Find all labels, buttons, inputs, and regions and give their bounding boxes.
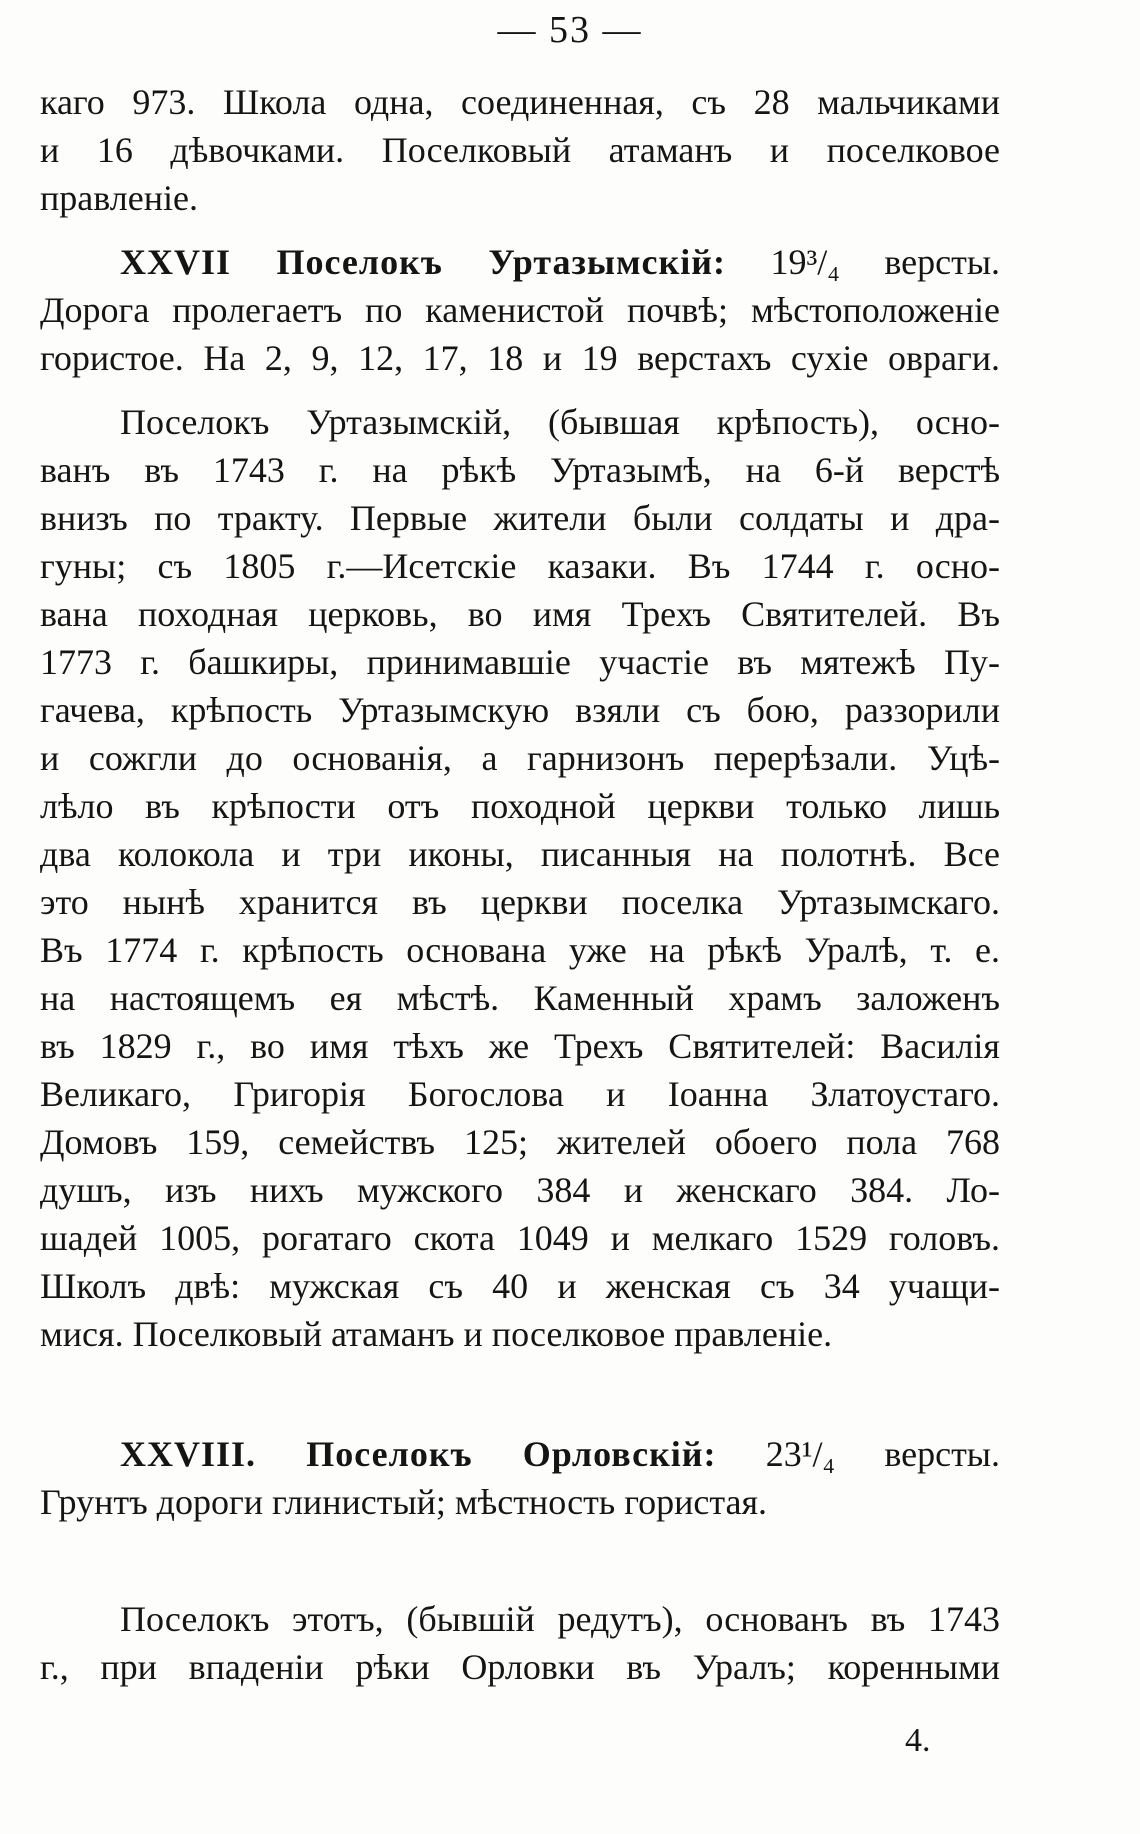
section-heading-line bbox=[40, 238, 1000, 286]
paragraph-urtazymsky-history bbox=[40, 398, 1000, 1358]
text-line: на настоящемъ ея мѣстѣ. Каменный храмъ заложенъ bbox=[40, 978, 1000, 1018]
text-line: Поселокъ этотъ, (бывшій редутъ), основанъ въ 1743 bbox=[120, 1599, 1000, 1639]
text-line: лѣло въ крѣпости отъ походной церкви только лишь bbox=[40, 786, 1000, 826]
text-line: Въ 1774 г. крѣпость основана уже на рѣкѣ Уралѣ, т. е. bbox=[40, 930, 1000, 970]
text-line: гачева, крѣпость Уртазымскую взяли съ бою, раззорили bbox=[40, 690, 1000, 730]
text-line: Дорога пролегаетъ по каменистой почвѣ; мѣстоположеніе bbox=[40, 290, 1000, 330]
text-line: душъ, изъ нихъ мужского 384 и женскаго 384. Ло- bbox=[40, 1170, 1000, 1210]
text-line: Поселокъ Уртазымскій, (бывшая крѣпость), осно- bbox=[120, 402, 1000, 442]
text-line: и сожгли до основанія, а гарнизонъ перерѣзали. Уцѣ- bbox=[40, 738, 1000, 778]
text-line: правленіе. bbox=[40, 178, 198, 218]
text-line: гористое. На 2, 9, 12, 17, 18 и 19 верстахъ сухіе овраги. bbox=[40, 338, 1000, 378]
text-line: шадей 1005, рогатаго скота 1049 и мелкаго 1529 головъ. bbox=[40, 1218, 1000, 1258]
section-heading-line bbox=[40, 1430, 1000, 1478]
paragraph-school-info bbox=[40, 78, 1000, 222]
text-line: въ 1829 г., во имя тѣхъ же Трехъ Святителей: Василія bbox=[40, 1026, 1000, 1066]
section-heading: XXVIII. Поселокъ Орловскій: bbox=[120, 1434, 717, 1474]
text-line: ванъ въ 1743 г. на рѣкѣ Уртазымѣ, на 6-й верстѣ bbox=[40, 450, 1000, 490]
text-line: Домовъ 159, семействъ 125; жителей обоего пола 768 bbox=[40, 1122, 1000, 1162]
text-line: мися. Поселковый атаманъ и поселковое правленіе. bbox=[40, 1314, 833, 1354]
text-line: гуны; съ 1805 г.—Исетскіе казаки. Въ 1744 г. осно- bbox=[40, 546, 1000, 586]
text-line: и 16 дѣвочками. Поселковый атаманъ и поселковое bbox=[40, 130, 1000, 170]
text-line: два колокола и три иконы, писанныя на полотнѣ. Все bbox=[40, 834, 1000, 874]
text-line: Школъ двѣ: мужская съ 40 и женская съ 34 учащи- bbox=[40, 1266, 1000, 1306]
signature-mark: 4. bbox=[905, 1722, 931, 1759]
text-line: 1773 г. башкиры, принимавшіе участіе въ мятежѣ Пу- bbox=[40, 642, 1000, 682]
section-distance: 19³/₄ версты. bbox=[770, 242, 1001, 282]
section-heading: XXVII Поселокъ Уртазымскій: bbox=[120, 242, 727, 282]
text-line: Грунтъ дороги глинистый; мѣстность гористая. bbox=[40, 1482, 768, 1522]
text-line: г., при впаденіи рѣки Орловки въ Уралъ; коренными bbox=[40, 1647, 1000, 1687]
text-line: внизъ по тракту. Первые жители были солдаты и дра- bbox=[40, 498, 1000, 538]
text-line: Великаго, Григорія Богослова и Іоанна Златоустаго. bbox=[40, 1074, 1000, 1114]
section-xxviii-orlovsky bbox=[40, 1430, 1000, 1526]
text-line: вана походная церковь, во имя Трехъ Святителей. Въ bbox=[40, 594, 1000, 634]
text-line: это нынѣ хранится въ церкви поселка Уртазымскаго. bbox=[40, 882, 1000, 922]
page-number: — 53 — bbox=[497, 9, 643, 51]
section-xxvii-urtazymsky bbox=[40, 238, 1000, 382]
section-distance: 23¹/₄ версты. bbox=[765, 1434, 1000, 1474]
paragraph-orlovsky-history bbox=[40, 1595, 1000, 1691]
text-line: каго 973. Школа одна, соединенная, съ 28 мальчиками bbox=[40, 82, 1000, 122]
